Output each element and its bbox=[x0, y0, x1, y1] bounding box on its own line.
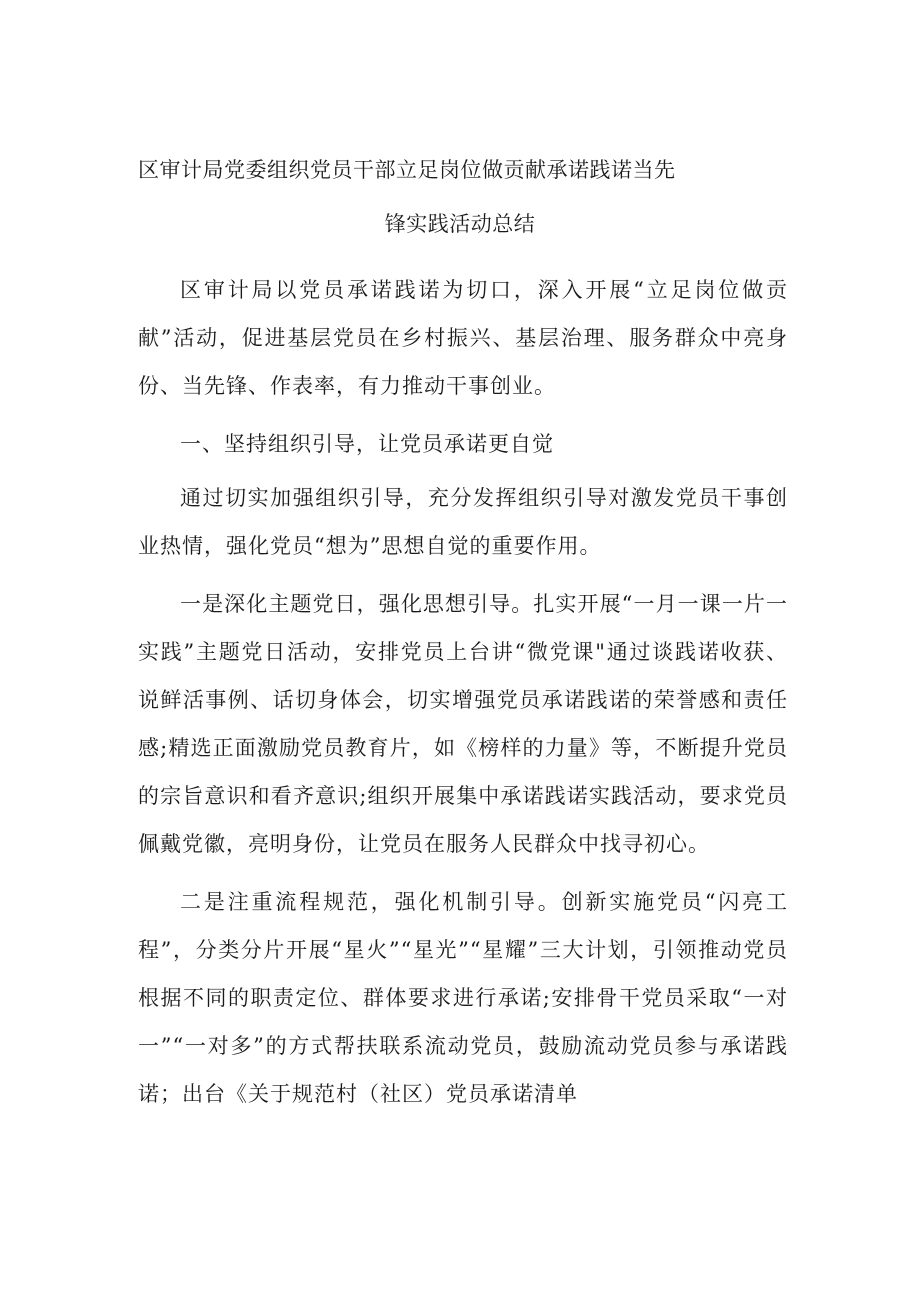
section-1-paragraph-1: 通过切实加强组织引导，充分发挥组织引导对激发党员干事创业热情，强化党员“想为”思想自觉的重要作用。 bbox=[138, 486, 788, 558]
intro-paragraph: 区审计局以党员承诺践诺为切口，深入开展“立足岗位做贡献”活动，促进基层党员在乡村振兴、基层治理、服务群众中亮身份、当先锋、作表率，有力推动干事创业。 bbox=[138, 278, 788, 398]
section-1-heading: 一、坚持组织引导，让党员承诺更自觉 bbox=[180, 432, 554, 456]
document-title-line-1: 区审计局党委组织党员干部立足岗位做贡献承诺践诺当先 bbox=[138, 158, 676, 182]
section-1-paragraph-3: 二是注重流程规范，强化机制引导。创新实施党员“闪亮工程”，分类分片开展“星火”“星光”“星耀”三大计划，引领推动党员根据不同的职责定位、群体要求进行承诺;安排骨干党员采取“一对一”“一对多”的方式帮扶联系流动党员，鼓励流动党员参与承诺践诺；出台《关于规范村（社区）党员承诺清单 bbox=[138, 890, 788, 1106]
section-1-paragraph-2: 一是深化主题党日，强化思想引导。扎实开展“一月一课一片一实践”主题党日活动，安排党员上台讲“微党课"通过谈践诺收获、说鲜活事例、话切身体会，切实增强党员承诺践诺的荣誉感和责任感;精选正面激励党员教育片，如《榜样的力量》等，不断提升党员的宗旨意识和看齐意识;组织开展集中承诺践诺实践活动，要求党员佩戴党徽，亮明身份，让党员在服务人民群众中找寻初心。 bbox=[138, 592, 788, 856]
document-title-line-2: 锋实践活动总结 bbox=[384, 212, 536, 236]
document-body bbox=[138, 148, 788, 1118]
